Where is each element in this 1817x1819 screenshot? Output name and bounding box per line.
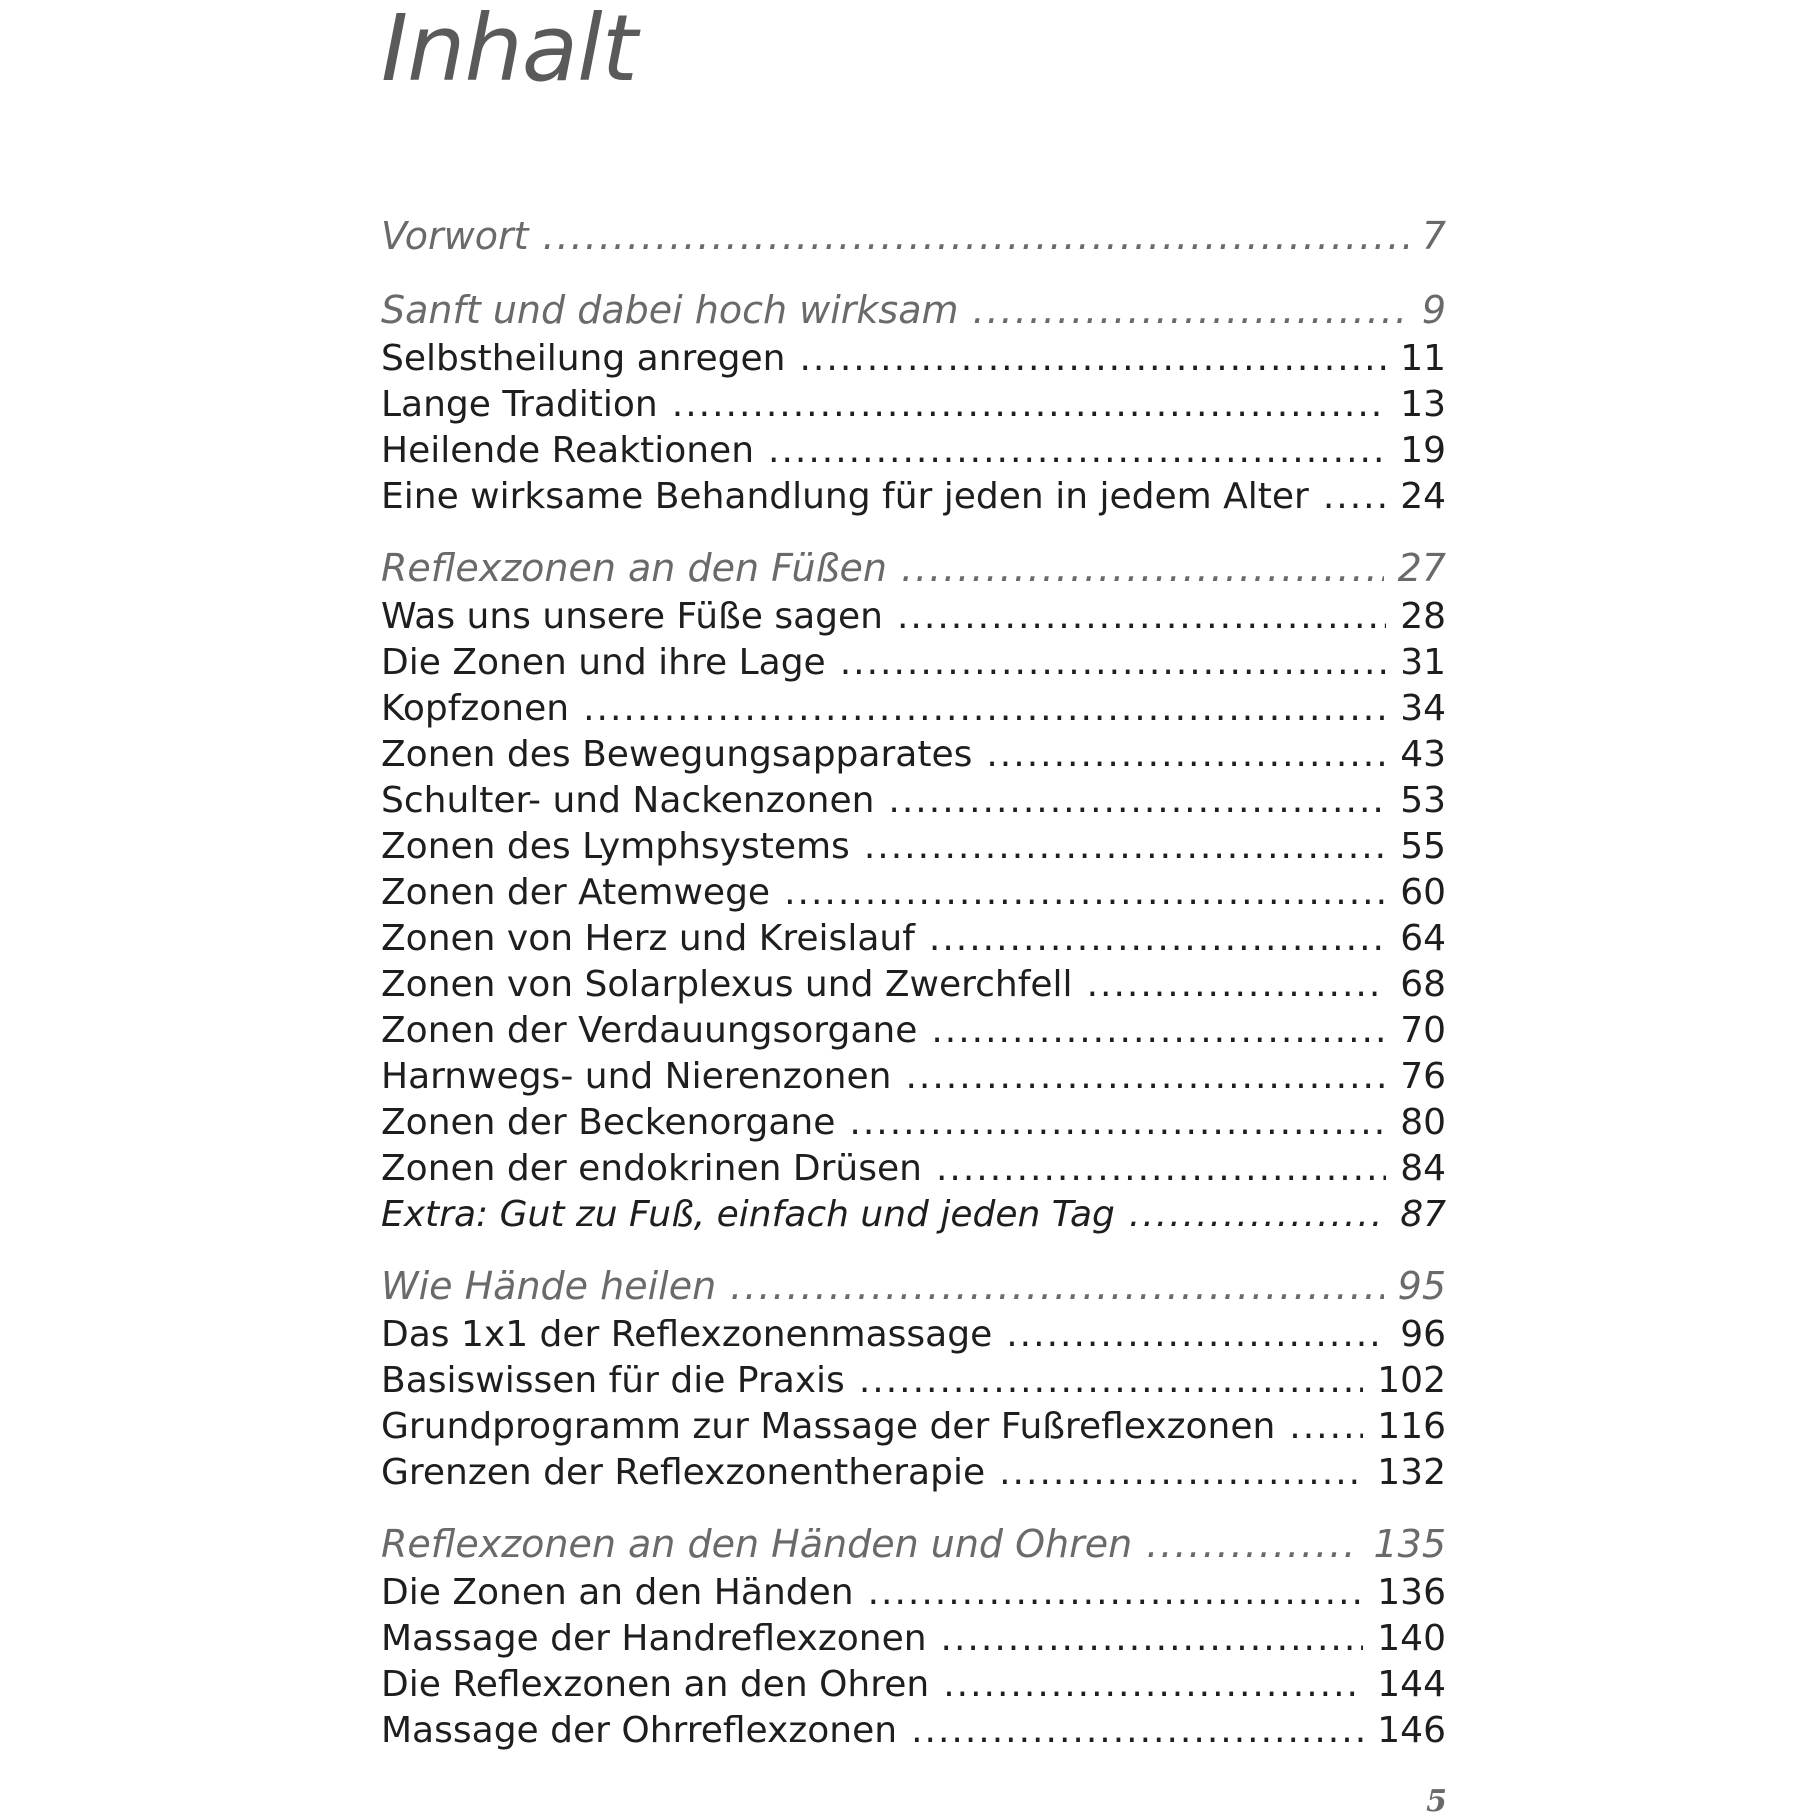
- toc-entry-title: Wie Hände heilen: [381, 1264, 717, 1308]
- dot-leader: [1006, 1312, 1386, 1358]
- toc-entry-title: Kopfzonen: [381, 688, 570, 729]
- toc-section: [381, 210, 1446, 262]
- toc-chapter-heading: [381, 1260, 1446, 1312]
- dot-leader: [931, 1008, 1386, 1054]
- toc-entry: [381, 1708, 1446, 1754]
- toc-page-number: 43: [1400, 734, 1446, 775]
- toc-page-number: 27: [1397, 546, 1446, 590]
- dot-leader: [583, 686, 1386, 732]
- toc-entry-title: Zonen des Bewegungsapparates: [381, 734, 973, 775]
- dot-leader: [1289, 1404, 1363, 1450]
- toc-entry-title: Extra: Gut zu Fuß, einfach und jeden Tag: [381, 1194, 1115, 1235]
- page-number: 5: [1426, 1784, 1447, 1819]
- toc-page-number: 34: [1400, 688, 1446, 729]
- dot-leader: [868, 1570, 1364, 1616]
- toc-entry-title: Zonen der Verdauungsorgane: [381, 1010, 918, 1051]
- dot-leader: [672, 382, 1386, 428]
- toc-entry-title: Massage der Ohrreflexzonen: [381, 1710, 898, 1751]
- dot-leader: [897, 594, 1386, 640]
- toc-entry: [381, 916, 1446, 962]
- toc-page-number: 64: [1400, 918, 1446, 959]
- toc-entry-title: Vorwort: [381, 214, 529, 258]
- toc-entry: [381, 1054, 1446, 1100]
- toc-page-number: 31: [1400, 642, 1446, 683]
- dot-leader: [888, 778, 1386, 824]
- toc-chapter-heading: [381, 210, 1446, 262]
- toc-chapter-heading: [381, 284, 1446, 336]
- toc-page-number: 116: [1377, 1406, 1446, 1447]
- toc-section: [381, 542, 1446, 1238]
- toc-page-number: 146: [1377, 1710, 1446, 1751]
- dot-leader: [929, 916, 1386, 962]
- dot-leader: [859, 1358, 1363, 1404]
- toc-entry-title: Heilende Reaktionen: [381, 430, 755, 471]
- toc-entry: [381, 962, 1446, 1008]
- toc-entry-title: Die Reflexzonen an den Ohren: [381, 1664, 930, 1705]
- toc-entry-title: Massage der Handreflexzonen: [381, 1618, 927, 1659]
- toc-page-number: 13: [1400, 384, 1446, 425]
- toc-entry: [381, 686, 1446, 732]
- toc-entry: [381, 382, 1446, 428]
- toc-entry: [381, 1192, 1446, 1238]
- dot-leader: [730, 1260, 1383, 1312]
- toc-page-number: 95: [1397, 1264, 1446, 1308]
- dot-leader: [973, 284, 1408, 336]
- toc-entry: [381, 1100, 1446, 1146]
- toc-entry-title: Zonen der endokrinen Drüsen: [381, 1148, 922, 1189]
- toc-chapter-heading: [381, 542, 1446, 594]
- toc-page-number: 60: [1400, 872, 1446, 913]
- toc-entry: [381, 1146, 1446, 1192]
- toc-entry-title: Was uns unsere Füße sagen: [381, 596, 883, 637]
- toc-page-number: 28: [1400, 596, 1446, 637]
- toc-section: [381, 284, 1446, 520]
- toc-entry-title: Reflexzonen an den Füßen: [381, 546, 887, 590]
- dot-leader: [941, 1616, 1364, 1662]
- toc-page-number: 68: [1400, 964, 1446, 1005]
- toc-entry-title: Grundprogramm zur Massage der Fußreflexzonen: [381, 1406, 1276, 1447]
- toc-entry-title: Lange Tradition: [381, 384, 658, 425]
- toc-entry-title: Das 1x1 der Reflexzonenmassage: [381, 1314, 993, 1355]
- toc-page-number: 132: [1377, 1452, 1446, 1493]
- toc-entry-title: Harnwegs- und Nierenzonen: [381, 1056, 892, 1097]
- toc-entry: [381, 1404, 1446, 1450]
- toc-entry: [381, 778, 1446, 824]
- toc-entry-title: Die Zonen an den Händen: [381, 1572, 854, 1613]
- toc-page-number: 24: [1400, 476, 1446, 517]
- toc-page-number: 80: [1400, 1102, 1446, 1143]
- dot-leader: [911, 1708, 1363, 1754]
- toc-section: [381, 1260, 1446, 1496]
- toc-entry-title: Reflexzonen an den Händen und Ohren: [381, 1522, 1133, 1566]
- toc-entry-title: Zonen der Atemwege: [381, 872, 771, 913]
- toc-entry-title: Basiswissen für die Praxis: [381, 1360, 845, 1401]
- toc-entry-title: Zonen des Lymphsystems: [381, 826, 850, 867]
- toc-entry: [381, 1570, 1446, 1616]
- toc-chapter-heading: [381, 1518, 1446, 1570]
- dot-leader: [849, 1100, 1386, 1146]
- dot-leader: [936, 1146, 1386, 1192]
- toc-page-number: 102: [1377, 1360, 1446, 1401]
- dot-leader: [943, 1662, 1363, 1708]
- toc-entry-title: Die Zonen und ihre Lage: [381, 642, 826, 683]
- toc-entry: [381, 1358, 1446, 1404]
- toc-page-number: 136: [1377, 1572, 1446, 1613]
- toc-entry: [381, 1450, 1446, 1496]
- toc-page-number: 7: [1421, 214, 1446, 258]
- dot-leader: [905, 1054, 1386, 1100]
- toc-page-number: 96: [1400, 1314, 1446, 1355]
- dot-leader: [1129, 1192, 1386, 1238]
- toc-page-number: 11: [1400, 338, 1446, 379]
- toc-entry: [381, 1008, 1446, 1054]
- toc-entry: [381, 732, 1446, 778]
- dot-leader: [864, 824, 1386, 870]
- toc-page-number: 135: [1373, 1522, 1446, 1566]
- toc-page-number: 76: [1400, 1056, 1446, 1097]
- toc-entry-title: Sanft und dabei hoch wirksam: [381, 288, 959, 332]
- toc-page-number: 19: [1400, 430, 1446, 471]
- toc-page-number: 144: [1377, 1664, 1446, 1705]
- toc-entry: [381, 640, 1446, 686]
- toc-entry-title: Schulter- und Nackenzonen: [381, 780, 875, 821]
- toc-page-number: 9: [1421, 288, 1446, 332]
- toc-entry-title: Zonen von Solarplexus und Zwerchfell: [381, 964, 1073, 1005]
- dot-leader: [543, 210, 1408, 262]
- toc-entry: [381, 336, 1446, 382]
- toc-page-number: 87: [1400, 1194, 1446, 1235]
- table-of-contents: [381, 210, 1446, 1776]
- dot-leader: [986, 732, 1386, 778]
- toc-entry-title: Zonen der Beckenorgane: [381, 1102, 836, 1143]
- toc-page-number: 70: [1400, 1010, 1446, 1051]
- toc-entry-title: Zonen von Herz und Kreislauf: [381, 918, 915, 959]
- toc-entry-title: Selbstheilung anregen: [381, 338, 786, 379]
- dot-leader: [1146, 1518, 1359, 1570]
- dot-leader: [799, 336, 1386, 382]
- toc-section: [381, 1518, 1446, 1754]
- toc-entry: [381, 1662, 1446, 1708]
- dot-leader: [840, 640, 1386, 686]
- dot-leader: [768, 428, 1386, 474]
- toc-entry: [381, 474, 1446, 520]
- page-title: Inhalt: [381, 0, 637, 102]
- toc-entry: [381, 1312, 1446, 1358]
- toc-entry: [381, 824, 1446, 870]
- toc-entry-title: Grenzen der Reflexzonentherapie: [381, 1452, 986, 1493]
- dot-leader: [1087, 962, 1387, 1008]
- dot-leader: [999, 1450, 1363, 1496]
- dot-leader: [1323, 474, 1386, 520]
- toc-page-number: 84: [1400, 1148, 1446, 1189]
- dot-leader: [784, 870, 1386, 916]
- toc-entry: [381, 870, 1446, 916]
- toc-entry: [381, 428, 1446, 474]
- dot-leader: [901, 542, 1384, 594]
- toc-entry: [381, 1616, 1446, 1662]
- toc-entry: [381, 594, 1446, 640]
- toc-page-number: 140: [1377, 1618, 1446, 1659]
- toc-page-number: 55: [1400, 826, 1446, 867]
- toc-page-number: 53: [1400, 780, 1446, 821]
- toc-entry-title: Eine wirksame Behandlung für jeden in jedem Alter: [381, 476, 1309, 517]
